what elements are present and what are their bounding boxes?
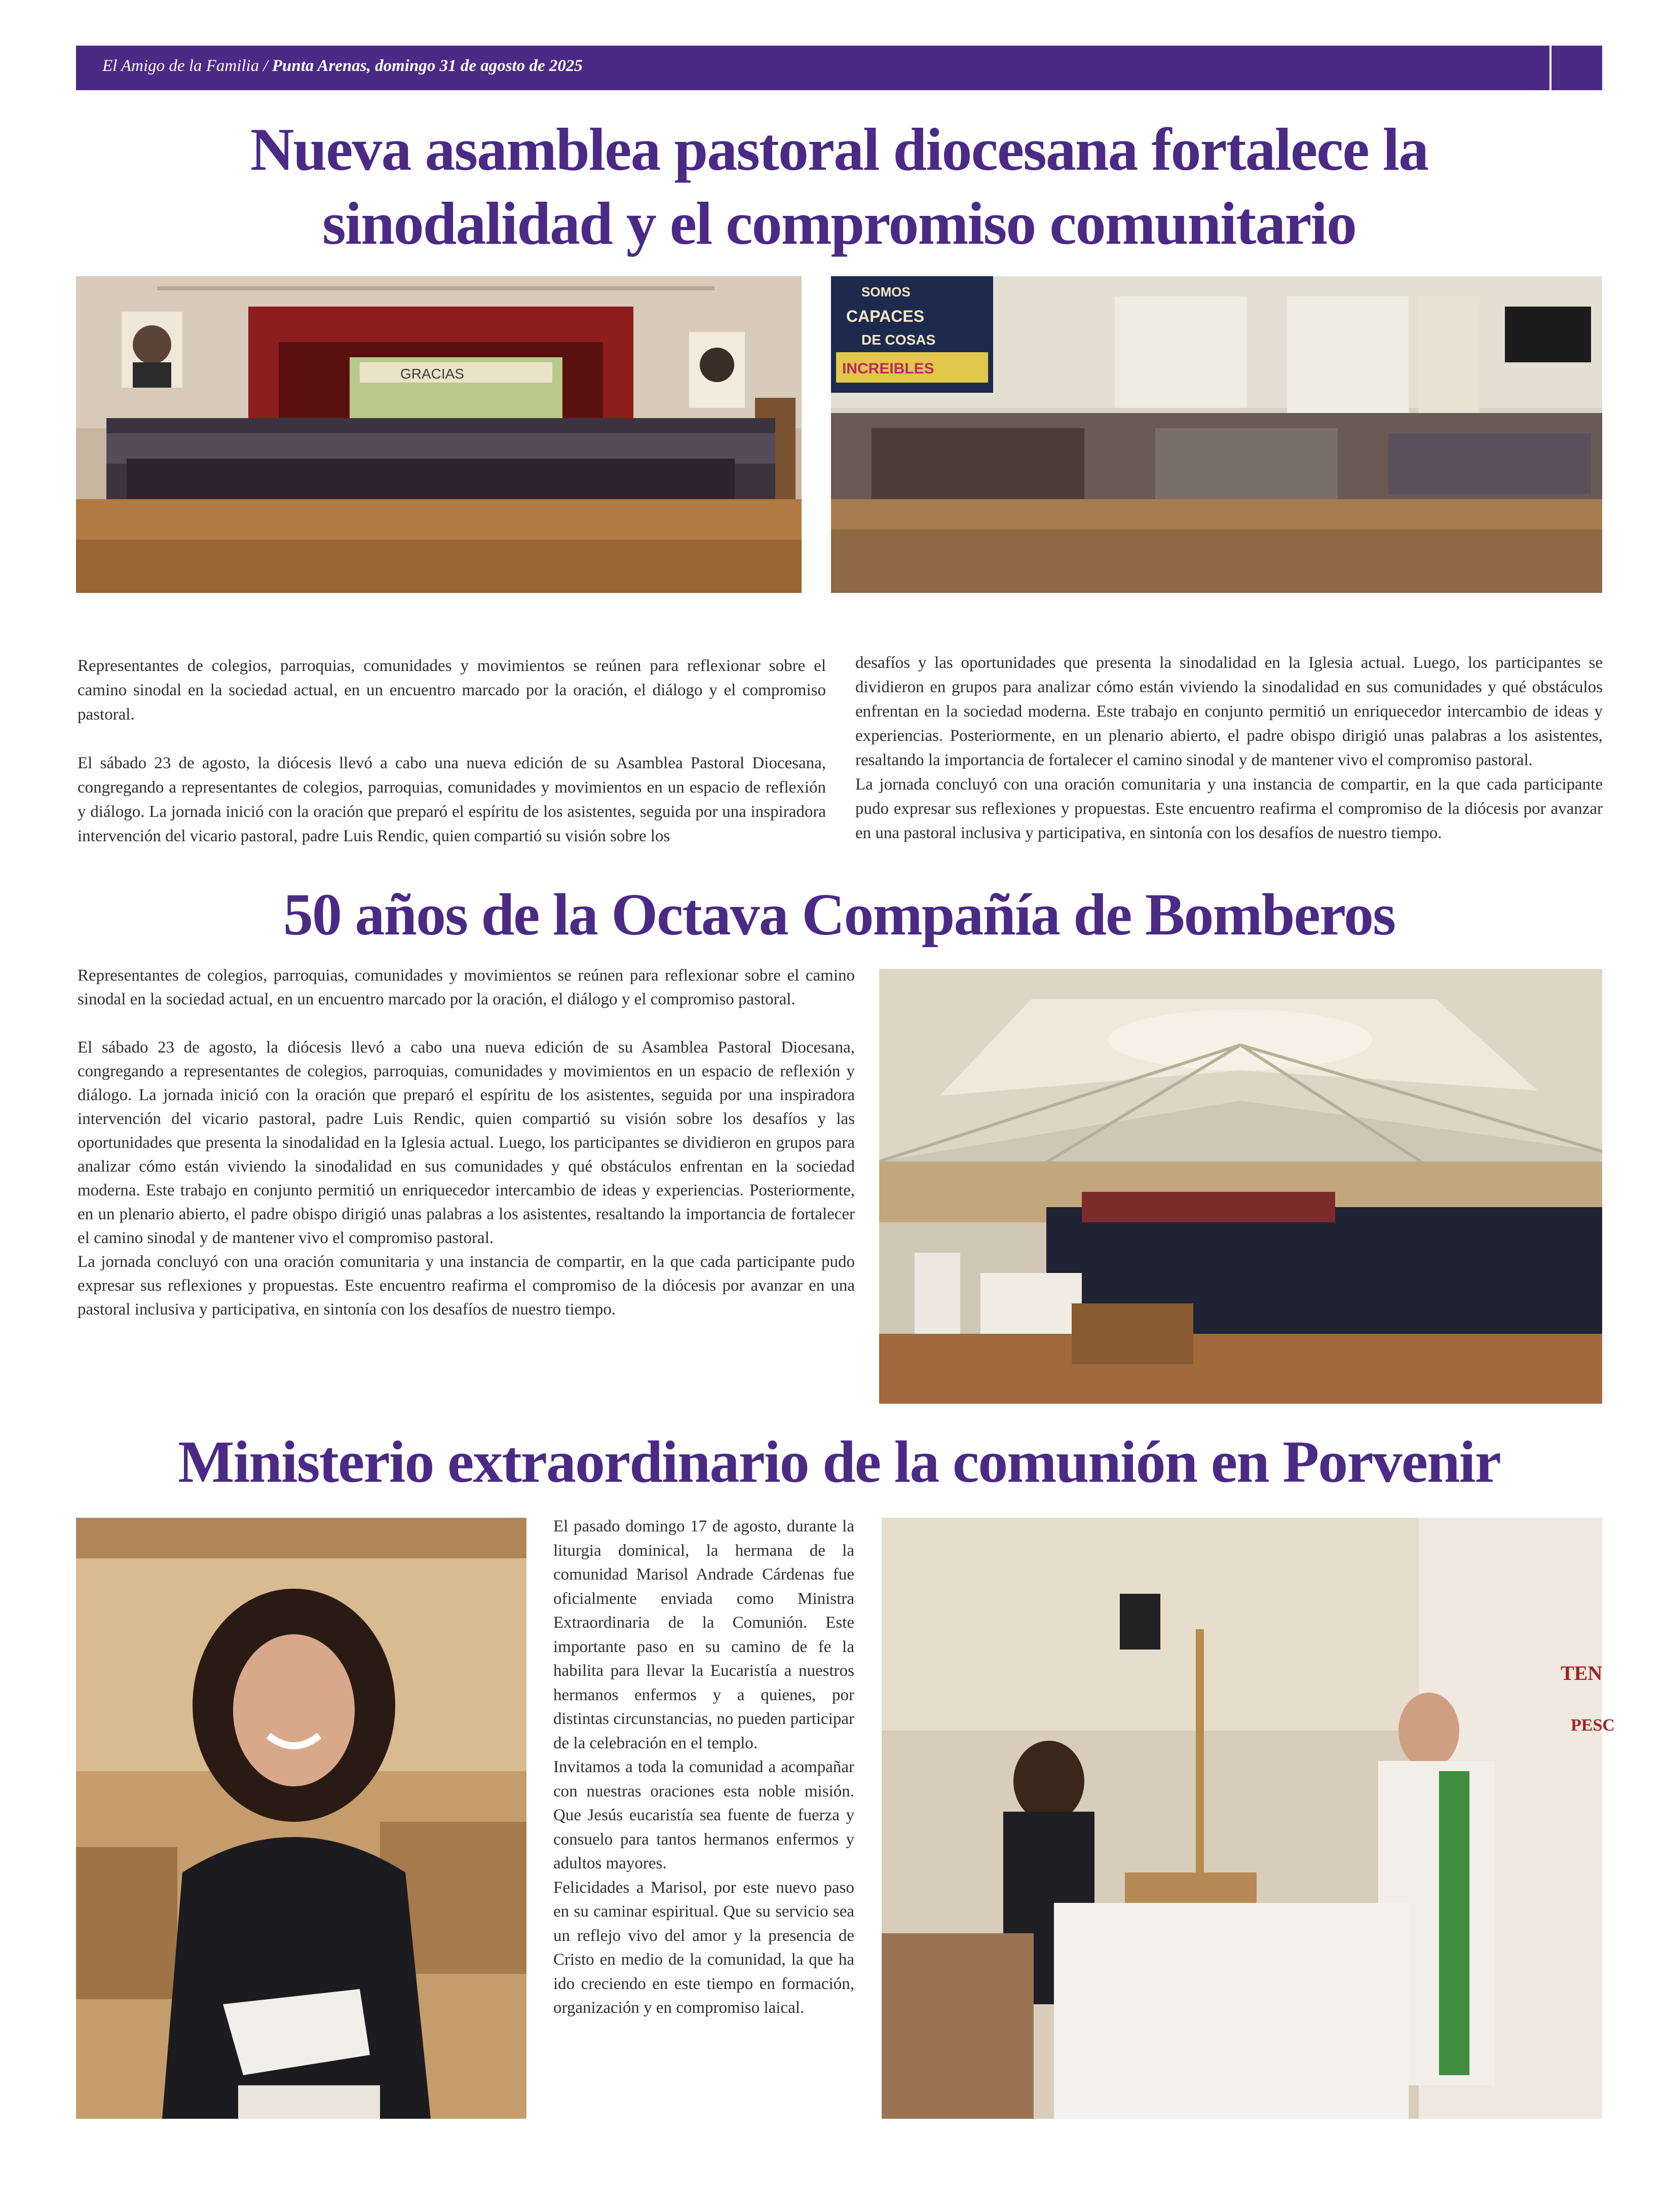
article3-body-part3: Felicidades a Marisol, por este nuevo paso en su caminar espiritual. Que su servicio sea un reflejo vivo del amor y la presencia de Cristo en medio de la comunidad, la que ha ido creciendo en este tiempo en formación, organización y en compromiso laical. [553, 1878, 854, 2017]
header-bar [76, 46, 1602, 90]
photo2-banner-line3: DE COSAS [861, 332, 936, 348]
article3-body-part2: Invitamos a toda la comunidad a acompañar con nuestras oraciones esta noble misión. Que Jesús eucaristía sea fuente de fuerza y consuelo para tantos hermanos enfermos y adultos mayores. [553, 1758, 854, 1872]
photo5-wall-line1: TEN [1561, 1662, 1603, 1684]
article1-headline [76, 113, 1602, 260]
marisol-portrait-photo [76, 1518, 526, 2119]
article1-body-part2: desafíos y las oportunidades que presenta la sinodalidad en la Iglesia actual. Luego, los participantes se dividieron en grupos para analizar cómo están viviendo la sinodalidad en sus comunidades y qué obstáculos enfrentan en la sociedad moderna. Este trabajo en conjunto permitió un enriquecedor intercambio de ideas y experiencias. Posteriormente, en un plenario abierto, el padre obispo dirigió unas palabras a los asistentes, resaltando la importancia de fortalecer el camino sinodal y de mantener vivo el compromiso pastoral. [855, 654, 1603, 769]
classroom-workshop-photo [831, 276, 1602, 593]
article1-column-left [78, 654, 826, 848]
article1-body-part3: La jornada concluyó con una oración comunitaria y una instancia de compartir, en la que cada participante pudo expresar sus reflexiones y propuestas. Este encuentro reafirma el compromiso de la diócesis por avanzar en una pastoral inclusiva y participativa, en sintonía con los desafíos de nuestro tiempo. [855, 775, 1603, 842]
article2-headline: 50 años de la Octava Compañía de Bomberos [283, 881, 1395, 948]
header-tab [1549, 46, 1602, 90]
photo2-banner-line2: CAPACES [846, 307, 925, 325]
article1-headline-line1: Nueva asamblea pastoral diocesana fortalece la [250, 116, 1428, 183]
location-date: Punta Arenas, domingo 31 de agosto de 2025 [272, 57, 583, 75]
firefighters-mass-photo [879, 969, 1602, 1404]
article3-column [553, 1515, 854, 2020]
article3-body-part1: El pasado domingo 17 de agosto, durante la liturgia dominical, la hermana de la comunidad Marisol Andrade Cárdenas fue oficialmente enviada como Ministra Extraordinaria de la Comunión. Este importante paso en su camino de fe la habilita para llevar la Eucaristía a nuestros hermanos enfermos y a quienes, por distintas circunstancias, no pueden participar de la celebración en el templo. [553, 1517, 854, 1752]
photo1-banner-text: GRACIAS [400, 366, 465, 382]
article2-closing: La jornada concluyó con una oración comunitaria y una instancia de compartir, en la que cada participante pudo expresar sus reflexiones y propuestas. Este encuentro reafirma el compromiso de la diócesis por avanzar en una pastoral inclusiva y participativa, en sintonía con los desafíos de nuestro tiempo. [78, 1253, 855, 1319]
article1-headline-line2: sinodalidad y el compromiso comunitario [322, 190, 1356, 257]
article2-lead: Representantes de colegios, parroquias, comunidades y movimientos se reúnen para reflexionar sobre el camino sinodal en la sociedad actual, en un encuentro marcado por la oración, el diálogo y el compromiso pastoral. [78, 966, 855, 1008]
article3-headline: Ministerio extraordinario de la comunión en Porvenir [178, 1429, 1500, 1495]
header-text [102, 57, 583, 76]
photo2-banner-line4: INCREIBLES [842, 360, 934, 377]
photo2-banner-line1: SOMOS [861, 284, 911, 299]
assembly-group-photo [76, 276, 802, 593]
header-separator: / [259, 57, 272, 75]
porvenir-mass-photo [882, 1518, 1615, 2119]
article1-column-right [855, 651, 1603, 845]
article1-lead: Representantes de colegios, parroquias, comunidades y movimientos se reúnen para reflexionar sobre el camino sinodal en la sociedad actual, en un encuentro marcado por la oración, el diálogo y el compromiso pastoral. [78, 657, 826, 724]
article2-column [78, 964, 855, 1322]
article2-body: El sábado 23 de agosto, la diócesis llevó a cabo una nueva edición de su Asamblea Pastoral Diocesana, congregando a representantes de colegios, parroquias, comunidades y movimientos en un espacio de reflexión y diálogo. La jornada inició con la oración que preparó el espíritu de los asistentes, seguida por una inspiradora intervención del vicario pastoral, padre Luis Rendic, quien compartió su visión sobre los desafíos y las oportunidades que presenta la sinodalidad en la Iglesia actual. Luego, los participantes se dividieron en grupos para analizar cómo están viviendo la sinodalidad en sus comunidades y qué obstáculos enfrentan en la sociedad moderna. Este trabajo en conjunto permitió un enriquecedor intercambio de ideas y experiencias. Posteriormente, en un plenario abierto, el padre obispo dirigió unas palabras a los asistentes, resaltando la importancia de fortalecer el camino sinodal y de mantener vivo el compromiso pastoral. [78, 1038, 855, 1247]
article1-body-part1: El sábado 23 de agosto, la diócesis llevó a cabo una nueva edición de su Asamblea Pastoral Diocesana, congregando a representantes de colegios, parroquias, comunidades y movimientos en un espacio de reflexión y diálogo. La jornada inició con la oración que preparó el espíritu de los asistentes, seguida por una inspiradora intervención del vicario pastoral, padre Luis Rendic, quien compartió su visión sobre los [78, 754, 826, 845]
photo5-wall-line2: PESC [1571, 1716, 1615, 1735]
publication-name: El Amigo de la Familia [102, 57, 259, 75]
